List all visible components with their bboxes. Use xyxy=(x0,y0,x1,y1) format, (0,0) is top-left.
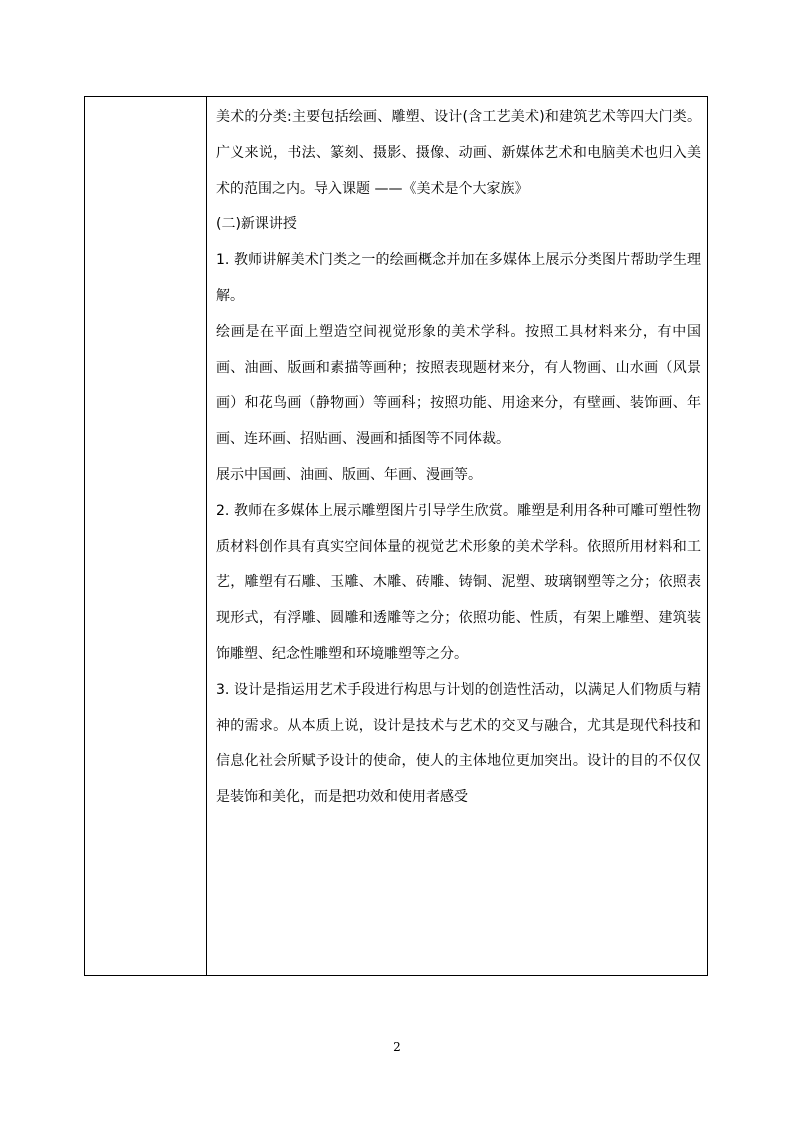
section-heading-new-lesson: (二)新课讲授 xyxy=(216,216,297,233)
table-left-cell xyxy=(85,97,207,975)
paragraph-painting-definition: 绘画是在平面上塑造空间视觉形象的美术学科。按照工具材料来分，有中国画、油画、版画和素描等画种；按照表现题材来分，有人物画、山水画（风景画）和花鸟画（静物画）等画科；按照功能、用途来分，有壁画、装饰画、年画、连环画、招贴画、漫画和插图等不同体裁。 xyxy=(216,323,701,448)
paragraph-painting-examples: 展示中国画、油画、版画、年画、漫画等。 xyxy=(216,466,482,483)
paragraph-art-categories: 美术的分类:主要包括绘画、雕塑、设计(含工艺美术)和建筑艺术等四大门类。广义来说，书法、篆刻、摄影、摄像、动画、新媒体艺术和电脑美术也归入美术的范围之内。导入课题 ——《美术是个大家族》 xyxy=(216,109,701,197)
paragraph-sculpture: 2. 教师在多媒体上展示雕塑图片引导学生欣赏。雕塑是利用各种可雕可塑性物质材料创作具有真实空间体量的视觉艺术形象的美术学科。依照所用材料和工艺，雕塑有石雕、玉雕、木雕、砖雕、铸铜、泥塑、玻璃钢塑等之分；依照表现形式，有浮雕、圆雕和透雕等之分；依照功能、性质，有架上雕塑、建筑装饰雕塑、纪念性雕塑和环境雕塑等之分。 xyxy=(216,502,701,662)
table-content-cell xyxy=(207,97,707,975)
lesson-table xyxy=(84,96,708,976)
paragraph-design: 3. 设计是指运用艺术手段进行构思与计划的创造性活动，以满足人们物质与精神的需求。从本质上说，设计是技术与艺术的交叉与融合，尤其是现代科技和信息化社会所赋予设计的使命，使人的主体地位更加突出。设计的目的不仅仅是装饰和美化，而是把功效和使用者感受 xyxy=(216,681,701,806)
paragraph-painting-intro: 1. 教师讲解美术门类之一的绘画概念并加在多媒体上展示分类图片帮助学生理解。 xyxy=(216,252,701,304)
page-number: 2 xyxy=(393,1040,401,1054)
